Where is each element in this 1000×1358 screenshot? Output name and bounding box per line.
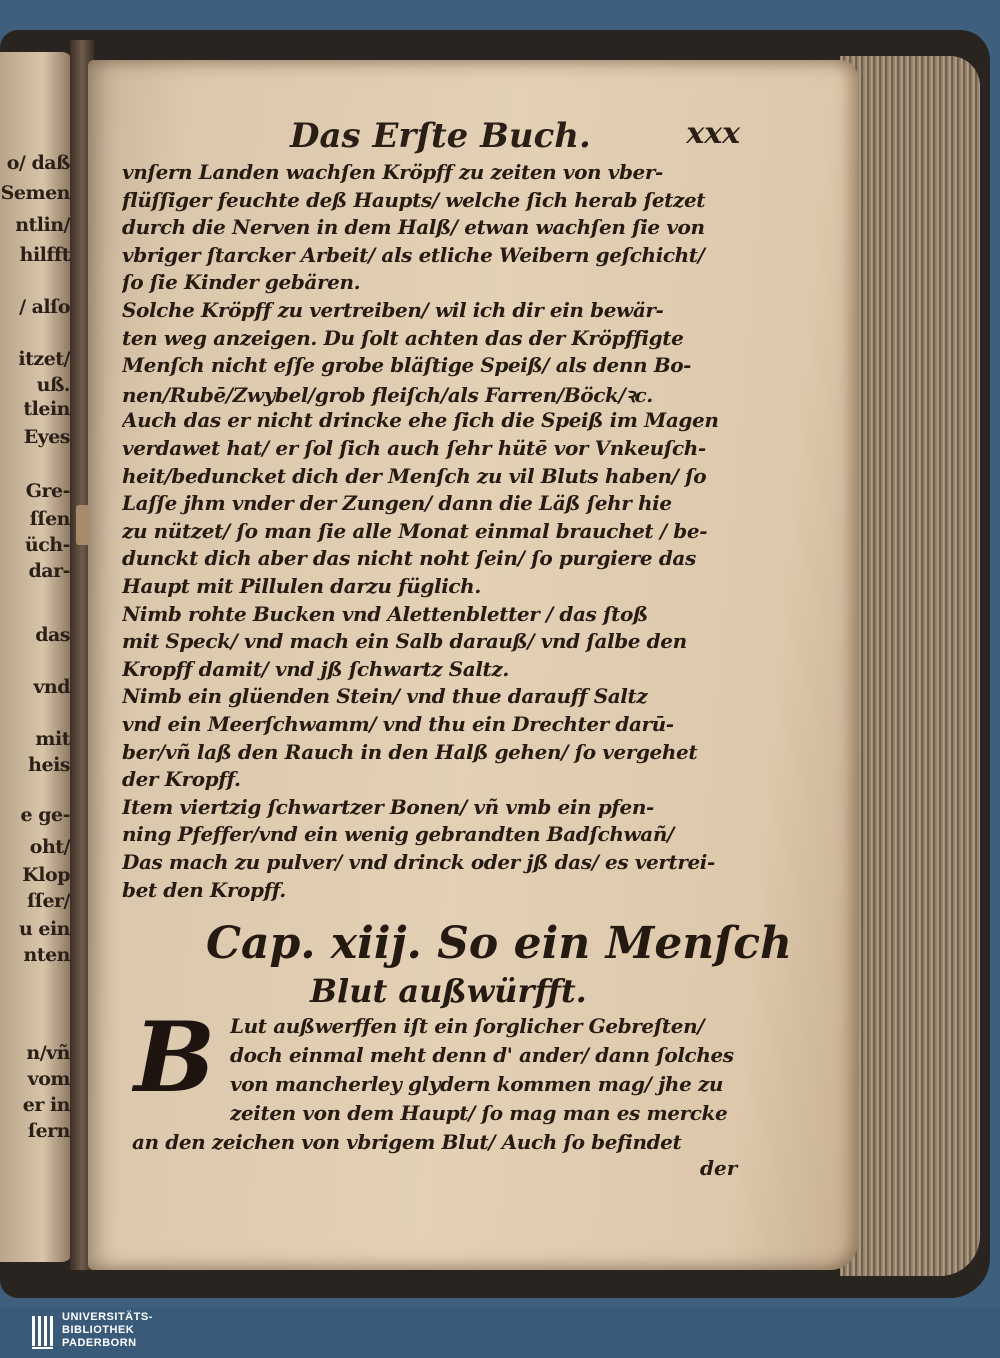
left-page-fragment: ſern — [27, 1120, 70, 1142]
text-line: Nimb ein glüenden Stein/ vnd thue darauff Saltz — [122, 684, 648, 709]
text-line: ſo ſie Kinder gebären. — [122, 270, 361, 295]
left-page-fragment: n/vñ — [26, 1042, 70, 1064]
left-page-fragment: nten — [23, 944, 70, 966]
left-page-fragment: Eyes — [23, 426, 70, 448]
text-line: vnd ein Meerſchwamm/ vnd thu ein Drechter darū- — [122, 712, 674, 736]
left-page-fragment: Semen — [0, 182, 70, 204]
folio-number: xxx — [686, 116, 740, 151]
left-page — [0, 52, 72, 1262]
text-line: dunckt dich aber das nicht noht ſein/ ſo purgiere das — [122, 546, 696, 571]
text-line: Laſſe jhm vnder der Zungen/ dann die Läß ſehr hie — [122, 491, 672, 516]
left-page-fragment: dar- — [28, 560, 70, 582]
chapter-subheading: Blut außwürfft. — [310, 972, 587, 1010]
left-page-fragment: itzet/ — [18, 348, 70, 370]
left-page-fragment: Klop — [22, 864, 70, 886]
left-page-fragment: üch- — [24, 534, 70, 556]
text-line: Solche Kröpff zu vertreiben/ wil ich dir ein bewär- — [122, 298, 664, 322]
text-line: nen/Rubē/Zwybel/grob fleiſch/als Farren/Böck/ꝛc. — [122, 382, 653, 407]
left-page-fragment: das — [35, 624, 70, 646]
left-page-fragment: uß. — [36, 374, 70, 396]
left-page-fragment: hilfft — [19, 244, 70, 266]
text-line: Nimb rohte Bucken vnd Alettenbletter / das ſtoß — [122, 601, 648, 626]
left-page-fragment: u ein — [18, 918, 70, 940]
left-page-fragment: tlein — [23, 398, 70, 420]
left-page-fragment: oht/ — [29, 836, 70, 858]
chapter-heading: Cap. xiij. So ein Menſch — [206, 918, 793, 969]
left-page-fragment: ntlin/ — [15, 214, 70, 236]
text-line: Das mach zu pulver/ vnd drinck oder jß das/ es vertrei- — [122, 850, 715, 874]
text-line: verdawet hat/ er ſol ſich auch ſehr hütē vor Vnkeuſch- — [122, 436, 706, 460]
chapter-text-line: zeiten von dem Haupt/ ſo mag man es mercke — [230, 1101, 728, 1125]
left-page-fragment: ſſen — [29, 508, 70, 530]
left-page-fragment: er in — [22, 1094, 70, 1116]
chapter-text-line: Lut außwerffen iſt ein ſorglicher Gebreſten/ — [230, 1014, 705, 1038]
left-page-fragment: heis — [28, 754, 70, 776]
left-page-fragment: e ge- — [20, 804, 70, 826]
decorated-initial: B — [134, 1001, 216, 1114]
catchword: der — [700, 1156, 738, 1180]
bookmark-tab — [76, 505, 90, 545]
text-line: ber/vñ laß den Rauch in den Halß gehen/ ſo vergehet — [122, 739, 698, 764]
text-line: bet den Kropff. — [122, 877, 286, 902]
text-line: vnſern Landen wachſen Kröpff zu zeiten von vber- — [122, 160, 663, 184]
text-line: ning Pfeffer/vnd ein wenig gebrandten Badſchwañ/ — [122, 822, 674, 847]
text-line: zu nützet/ ſo man ſie alle Monat einmal brauchet / be- — [122, 518, 708, 543]
left-page-fragment: ſſer/ — [27, 890, 70, 912]
left-page-fragment: vnd — [33, 676, 70, 698]
library-name-line-3: PADERBORN — [62, 1337, 137, 1349]
text-line: ten weg anzeigen. Du ſolt achten das der Kröpffigte — [122, 325, 684, 350]
page-edges — [840, 56, 980, 1276]
text-line: Item viertzig ſchwartzer Bonen/ vñ vmb ein pfen- — [122, 794, 654, 819]
library-logo-icon — [30, 1312, 60, 1352]
library-name-line-2: BIBLIOTHEK — [62, 1324, 135, 1336]
library-name-line-1: UNIVERSITÄTS- — [62, 1311, 153, 1323]
text-line: der Kropff. — [122, 767, 241, 792]
text-line: Haupt mit Pillulen darzu füglich. — [122, 574, 481, 598]
chapter-text-line: von mancherley glydern kommen mag/ jhe zu — [230, 1072, 724, 1096]
text-line: Auch das er nicht drincke ehe ſich die Speiß im Magen — [122, 408, 719, 433]
left-page-fragment: o/ daß — [6, 152, 70, 174]
text-line: heit/beduncket dich der Menſch zu vil Bluts haben/ ſo — [122, 463, 707, 488]
text-line: flüſſiger feuchte deß Haupts/ welche ſich herab ſetzet — [122, 187, 706, 212]
running-title: Das Erſte Buch. — [290, 116, 591, 156]
left-page-fragment: Gre- — [25, 480, 70, 502]
text-line: Kropff damit/ vnd jß ſchwartz Saltz. — [122, 656, 509, 681]
text-line: vbriger ſtarcker Arbeit/ als etliche Weibern geſchicht/ — [122, 242, 705, 267]
text-line: durch die Nerven in dem Halß/ etwan wachſen ſie von — [122, 215, 705, 240]
chapter-text-line: doch einmal meht denn d' ander/ dann ſolches — [230, 1043, 734, 1067]
left-page-fragment: vom — [27, 1068, 70, 1090]
running-header — [290, 112, 740, 156]
left-page-fragment: mit — [35, 728, 70, 750]
text-line: Menſch nicht eſſe grobe bläſtige Speiß/ als denn Bo- — [122, 353, 692, 378]
text-line: mit Speck/ vnd mach ein Salb darauß/ vnd ſalbe den — [122, 629, 687, 654]
left-page-fragment: / alſo — [19, 296, 70, 318]
chapter-text-line: an den zeichen von vbrigem Blut/ Auch ſo befindet — [132, 1130, 682, 1154]
